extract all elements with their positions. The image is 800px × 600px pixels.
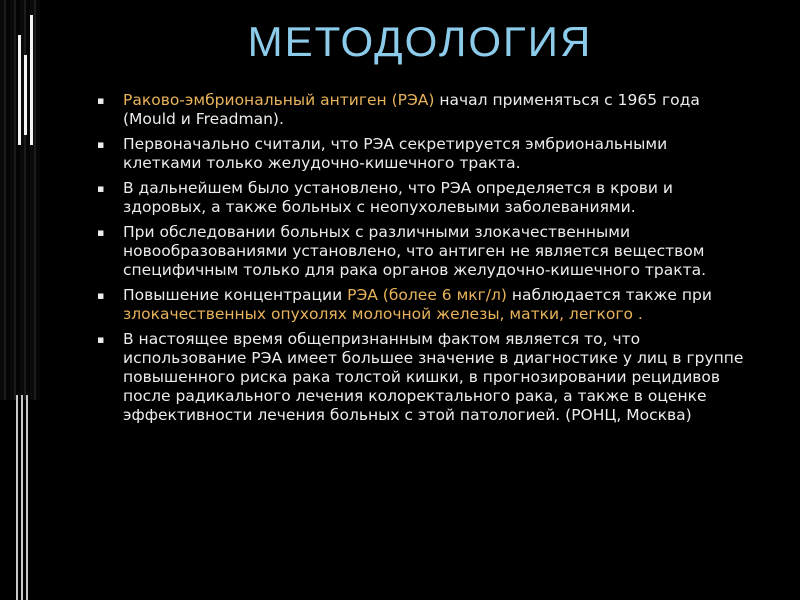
highlighted-text: Раково-эмбриональный антиген (РЭА) bbox=[123, 91, 435, 109]
square-bullet-icon: ▪ bbox=[97, 226, 105, 239]
square-bullet-icon: ▪ bbox=[97, 182, 105, 195]
highlighted-text: РЭА (более 6 мкг/л) bbox=[347, 286, 507, 304]
bullet-item bbox=[95, 179, 750, 217]
bullet-text: При обследовании больных с различными злокачественными новообразованиями установлено, что антиген не является веществом специфичным только для рака органов желудочно-кишечного тракта. bbox=[123, 223, 707, 279]
bullet-list bbox=[95, 91, 750, 431]
bullet-text: наблюдается также при bbox=[506, 286, 712, 304]
bullet-text: В дальнейшем было установлено, что РЭА определяется в крови и здоровых, а также больных с неопухолевыми заболеваниями. bbox=[123, 179, 673, 216]
bullet-item bbox=[95, 135, 750, 173]
bullet-item bbox=[95, 286, 750, 324]
highlighted-text: злокачественных опухолях молочной железы, матки, легкого . bbox=[123, 305, 643, 323]
bullet-text: Повышение концентрации bbox=[123, 286, 348, 304]
bullet-text: Первоначально считали, что РЭА секретируется эмбриональными клетками только желудочно-кишечного тракта. bbox=[123, 135, 668, 172]
square-bullet-icon: ▪ bbox=[97, 289, 105, 302]
square-bullet-icon: ▪ bbox=[97, 94, 105, 107]
bullet-text: начал применяться с 1965 года (Mould и Freadman). bbox=[123, 91, 700, 128]
bullet-item bbox=[95, 223, 750, 280]
square-bullet-icon: ▪ bbox=[97, 333, 105, 346]
accent-bars-decoration bbox=[18, 15, 40, 145]
bullet-item bbox=[95, 91, 750, 129]
page-title: МЕТОДОЛОГИЯ bbox=[247, 18, 593, 65]
bullet-item bbox=[95, 330, 750, 425]
bullet-text: В настоящее время общепризнанным фактом является то, что использование РЭА имеет большее значение в диагностике у лиц в группе повышенного риска рака толстой кишки, в прогнозировании рецидивов после радикального лечения колоректального рака, а также в оценке эффективности лечения больных с этой патологией. (РОНЦ, Москва) bbox=[123, 330, 744, 424]
square-bullet-icon: ▪ bbox=[97, 138, 105, 151]
